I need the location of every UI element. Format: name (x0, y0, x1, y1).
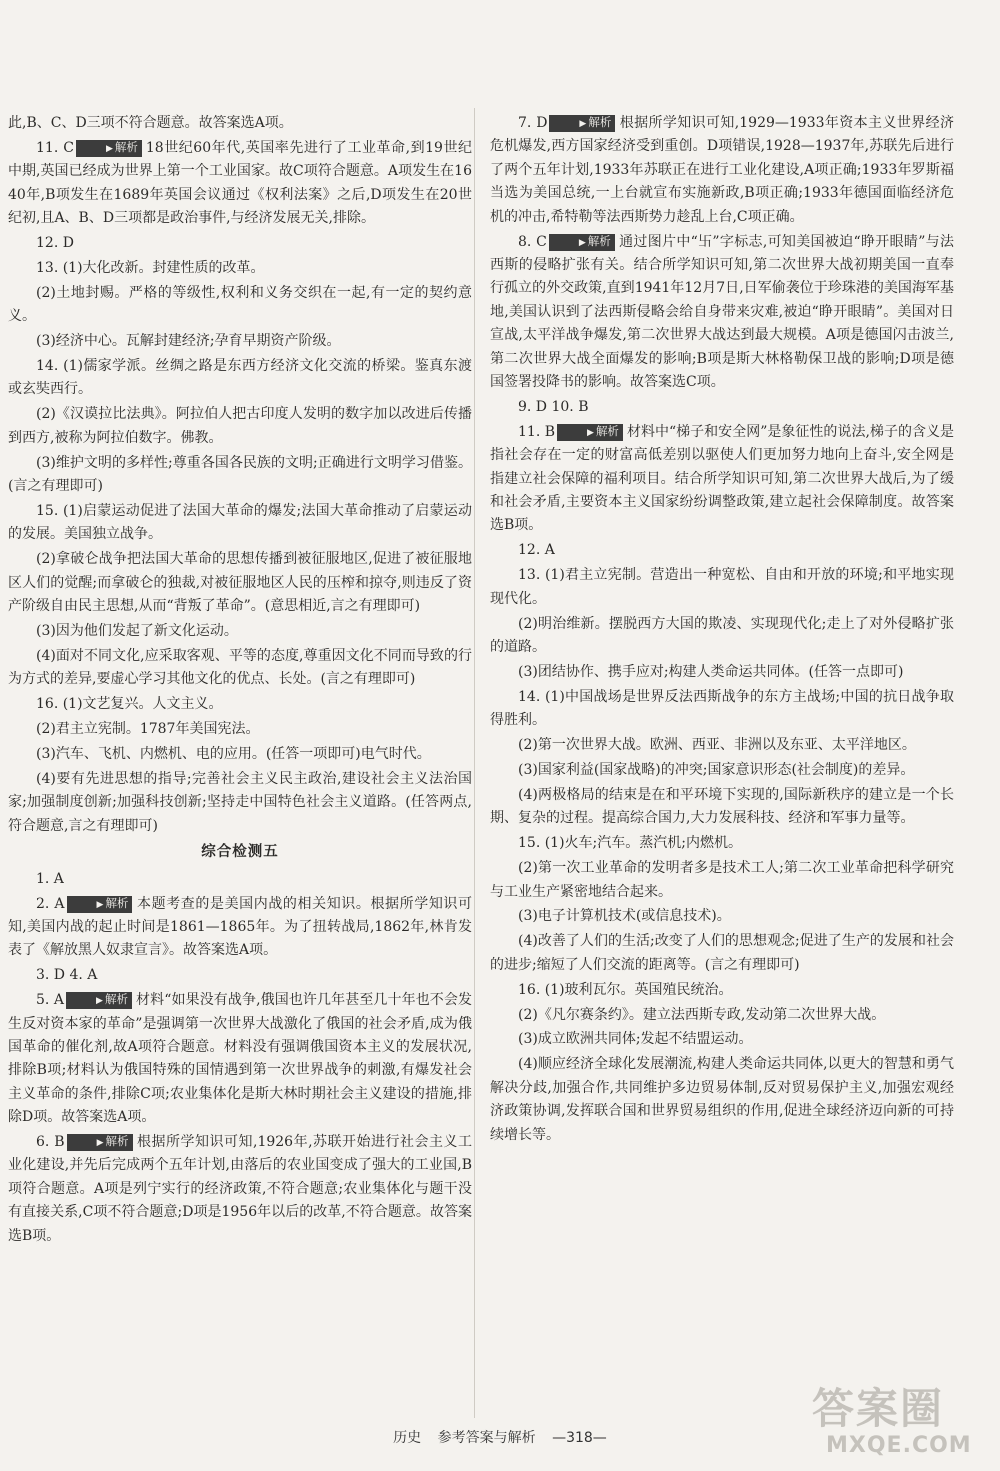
answer-paragraph (490, 231, 954, 395)
answer-paragraph (8, 718, 472, 741)
analysis-tag (66, 992, 132, 1009)
answer-paragraph (8, 743, 472, 766)
answer-paragraph (8, 548, 472, 618)
answer-text: (2)第一次世界大战。欧洲、西亚、非洲以及东亚、太平洋地区。 (518, 737, 916, 754)
answer-paragraph (490, 396, 954, 419)
play-arrow-icon: ▶ (96, 1138, 104, 1149)
answer-text: 根据所学知识可知,1926年,苏联开始进行社会主义工业化建设,并先后完成两个五年计划,由落后的农业国变成了强大的工业国,B项符合题意。A项是列宁实行的经济政策,不符合题意;农业集体化与题干没有直接关系,C项不符合题意;D项是1956年以后的改革,不符合题意。故答案选B项。 (8, 1134, 472, 1244)
analysis-tag (67, 896, 133, 913)
answer-paragraph (8, 768, 472, 838)
answer-text: (2)第一次工业革命的发明者多是技术工人;第二次工业革命把科学研究与工业生产紧密地结合起来。 (490, 860, 954, 900)
answer-text: 3. D 4. A (36, 967, 98, 984)
answer-paragraph (490, 784, 954, 831)
answer-text: 15. (1)火车;汽车。蒸汽机;内燃机。 (518, 835, 742, 852)
answer-text: (3)电子计算机技术(或信息技术)。 (518, 908, 731, 925)
analysis-tag (549, 234, 615, 251)
watermark-main-text: 答案圈 (812, 1384, 945, 1433)
answer-paragraph (490, 857, 954, 904)
answer-text: (3)团结协作、携手应对;构建人类命运共同体。(任答一点即可) (518, 663, 904, 680)
answer-paragraph (8, 693, 472, 716)
answer-text: (4)改善了人们的生活;改变了人们的思想观念;促进了生产的发展和社会的进步;缩短了人们交流的距离等。(言之有理即可) (490, 933, 954, 973)
analysis-label: 解析 (114, 139, 138, 154)
analysis-tag (67, 1134, 133, 1151)
answer-text: 12. D (36, 235, 74, 252)
page-number: —318— (552, 1430, 607, 1446)
answer-paragraph (8, 282, 472, 329)
answer-paragraph (8, 620, 472, 643)
answer-text: (3)因为他们发起了新文化运动。 (36, 623, 238, 640)
answer-paragraph (490, 1028, 954, 1051)
answer-text: (4)要有先进思想的指导;完善社会主义民主政治,建设社会主义法治国家;加强制度创新;加强科技创新;坚持走中国特色社会主义道路。(任答两点,符合题意,言之有理即可) (8, 770, 472, 834)
question-number: 11. C (36, 139, 74, 156)
answer-text: 通过图片中“卐”字标志,可知美国被迫“睁开眼睛”与法西斯的侵略扩张有关。结合所学知识可知,第二次世界大战初期美国一直奉行孤立的外交政策,直到1941年12月7日,日军偷袭位于珍珠港的美国海军基地,美国认识到了法西斯侵略会给自身带来灾难,被迫“睁开眼睛”。美国对日宣战,太平洋战争爆发,第二次世界大战达到最大规模。A项是德国闪击波兰,第二次世界大战全面爆发的影响;B项是斯大林格勒保卫战的影响;D项是德国签署投降书的影响。故答案选C项。 (490, 233, 954, 390)
section-title: 综合检测五 (201, 844, 279, 861)
answer-paragraph (8, 112, 472, 135)
analysis-tag (76, 140, 142, 157)
play-arrow-icon: ▶ (96, 996, 103, 1007)
answer-text: 材料中“梯子和安全网”是象征性的说法,梯子的含义是指社会存在一定的财富高低差别以驱使人们更加努力地向上奋斗,安全网是指建立社会保障的福利项目。结合所学知识可知,第二次世界大战后,为了缓和社会矛盾,主要资本主义国家纷纷调整政策,建立起社会保障制度。故答案选B项。 (490, 423, 954, 534)
answer-paragraph (8, 232, 472, 255)
answer-text: 本题考查的是美国内战的相关知识。根据所学知识可知,美国内战的起止时间是1861—1865年。为了扭转战局,1862年,林肯发表了《解放黑人奴隶宣言》。故答案选A项。 (8, 895, 473, 959)
question-number: 8. C (518, 233, 547, 250)
answer-paragraph (8, 868, 472, 891)
answer-paragraph (490, 564, 954, 611)
analysis-label: 解析 (595, 423, 619, 438)
answer-paragraph (490, 539, 954, 562)
answer-paragraph (490, 686, 954, 733)
analysis-label: 解析 (588, 115, 612, 129)
answer-text: 9. D 10. B (518, 398, 589, 415)
watermark-logo (812, 1384, 992, 1466)
answer-paragraph (490, 759, 954, 782)
answer-paragraph (8, 893, 472, 963)
play-arrow-icon: ▶ (587, 427, 594, 438)
question-number: 11. B (518, 423, 556, 440)
answer-text: (3)经济中心。瓦解封建经济;孕育早期资产阶级。 (36, 333, 341, 350)
question-number: 6. B (36, 1134, 65, 1151)
answer-text: (2)君主立宪制。1787年美国宪法。 (36, 721, 260, 738)
answer-paragraph (8, 403, 472, 450)
answer-paragraph (490, 930, 954, 977)
analysis-label: 解析 (105, 895, 129, 910)
answer-text: 根据所学知识可知,1929—1933年资本主义世界经济危机爆发,西方国家经济受到重创。D项错误,1928—1937年,苏联先后进行了两个五年计划,1933年苏联正在进行工业化建设,A项正确;1933年罗斯福当选为美国总统,一上台就宣布实施新政,B项正确;1933年德国面临经济危机的冲击,希特勒等法西斯势力趁乱上台,C项正确。 (490, 115, 954, 225)
answer-paragraph (490, 661, 954, 684)
column-divider (474, 108, 475, 1418)
answer-paragraph (8, 964, 472, 987)
answer-text: 15. (1)启蒙运动促进了法国大革命的爆发;法国大革命推动了启蒙运动的发展。美国独立战争。 (8, 503, 472, 543)
answer-text: 16. (1)玻利瓦尔。英国殖民统治。 (518, 981, 733, 998)
play-arrow-icon: ▶ (105, 143, 113, 154)
play-arrow-icon: ▶ (96, 899, 104, 910)
answer-paragraph (8, 645, 472, 692)
answer-text: 12. A (518, 542, 555, 559)
answer-text: (2)明治维新。摆脱西方大国的欺凌、实现现代化;走上了对外侵略扩张的道路。 (490, 615, 954, 655)
analysis-label: 解析 (587, 233, 611, 248)
answer-text: (2)《凡尔赛条约》。建立法西斯专政,发动第二次世界大战。 (518, 1006, 886, 1023)
answer-paragraph (8, 1131, 472, 1248)
answer-text: (3)汽车、飞机、内燃机、电的应用。(任答一项即可)电气时代。 (36, 746, 431, 763)
answer-text: (4)两极格局的结束是在和平环境下实现的,国际新秩序的建立是一个长期、复杂的过程。提高综合国力,大力发展科技、经济和军事力量等。 (490, 786, 954, 827)
answer-paragraph (8, 330, 472, 353)
footer-title: 参考答案与解析 (437, 1430, 536, 1446)
answer-text: 13. (1)君主立宪制。营造出一种宽松、自由和开放的环境;和平地实现现代化。 (490, 567, 954, 607)
answer-text: (3)国家利益(国家战略)的冲突;国家意识形态(社会制度)的差异。 (518, 761, 915, 778)
answer-paragraph (490, 1053, 954, 1147)
answer-text: 14. (1)中国战场是世界反法西斯战争的东方主战场;中国的抗日战争取得胜利。 (490, 688, 954, 729)
answer-text: (2)《汉谟拉比法典》。阿拉伯人把古印度人发明的数字加以改进后传播到西方,被称为阿拉伯数字。佛教。 (8, 406, 472, 446)
answer-text: 此,B、C、D三项不符合题意。故答案选A项。 (8, 115, 293, 131)
answer-paragraph (490, 613, 954, 660)
answer-text: (3)成立欧洲共同体;发起不结盟运动。 (518, 1031, 753, 1048)
analysis-label: 解析 (104, 992, 128, 1007)
answer-paragraph (490, 832, 954, 855)
right-column (490, 112, 954, 1148)
answer-text: (2)拿破仑战争把法国大革命的思想传播到被征服地区,促进了被征服地区人们的觉醒;而拿破仑的独裁,对被征服地区人民的压榨和掠夺,则违反了资产阶级自由民主思想,从而“背叛了革命”。(意思相近,言之有理即可) (8, 551, 472, 615)
answer-text: (2)土地封赐。严格的等级性,权利和义务交织在一起,有一定的契约意义。 (8, 284, 472, 325)
question-number: 5. A (36, 992, 65, 1009)
answer-paragraph (8, 257, 472, 280)
answer-text: 18世纪60年代,英国率先进行了工业革命,到19世纪中期,英国已经成为世界上第一个工业国家。故C项符合题意。A项发生在1640年,B项发生在1689年英国会议通过《权利法案》之后,D项发生在20世纪初,且A、B、D三项都是政治事件,与经济发展无关,排除。 (8, 139, 472, 227)
footer-subject: 历史 (393, 1430, 422, 1446)
play-arrow-icon: ▶ (578, 237, 586, 248)
answer-paragraph (490, 421, 954, 538)
answer-text: (4)面对不同文化,应采取客观、平等的态度,尊重因文化不同而导致的行为方式的差异,要虚心学习其他文化的优点、长处。(言之有理即可) (8, 647, 472, 688)
answer-text: 13. (1)大化改新。封建性质的改革。 (36, 259, 265, 276)
answer-paragraph (490, 905, 954, 928)
answer-text: 16. (1)文艺复兴。人文主义。 (36, 696, 223, 713)
answer-text: 材料“如果没有战争,俄国也许几年甚至几十年也不会发生反对资本家的革命”是强调第一次世界大战激化了俄国的社会矛盾,成为俄国革命的催化剂,故A项符合题意。材料没有强调俄国资本主义的发展状况,排除B项;材料认为俄国特殊的国情遇到第一次世界战争的刺激,有爆发社会主义革命的条件,排除C项;农业集体化是斯大林时期社会主义建设的措施,排除D项。故答案选A项。 (8, 992, 473, 1126)
play-arrow-icon: ▶ (579, 119, 587, 129)
left-column (8, 112, 472, 1250)
answer-paragraph (490, 1004, 954, 1027)
analysis-tag (549, 115, 615, 132)
watermark-sub-text: MXQE.COM (826, 1433, 972, 1458)
answer-paragraph (490, 112, 954, 229)
answer-text: (4)顺应经济全球化发展潮流,构建人类命运共同体,以更大的智慧和勇气解决分歧,加强合作,共同维护多边贸易体制,反对贸易保护主义,加强宏观经济政策协调,发挥联合国和世界贸易组织的作用,促进全球经济迈向新的可持续增长等。 (490, 1056, 954, 1143)
analysis-label: 解析 (105, 1134, 129, 1149)
answer-text: 14. (1)儒家学派。丝绸之路是东西方经济文化交流的桥梁。鉴真东渡或玄奘西行。 (8, 358, 472, 398)
answer-paragraph (8, 355, 472, 402)
answer-paragraph (8, 452, 472, 499)
answer-paragraph (8, 500, 472, 547)
answer-paragraph (8, 137, 472, 231)
answer-text: (3)维护文明的多样性;尊重各国各民族的文明;正确进行文明学习借鉴。(言之有理即可) (8, 454, 472, 495)
answer-paragraph (490, 979, 954, 1002)
answer-paragraph (8, 989, 472, 1129)
answer-text: 1. A (36, 870, 64, 887)
question-number: 2. A (36, 895, 65, 912)
analysis-tag (557, 424, 623, 441)
answer-paragraph (490, 734, 954, 757)
question-number: 7. D (518, 115, 548, 131)
